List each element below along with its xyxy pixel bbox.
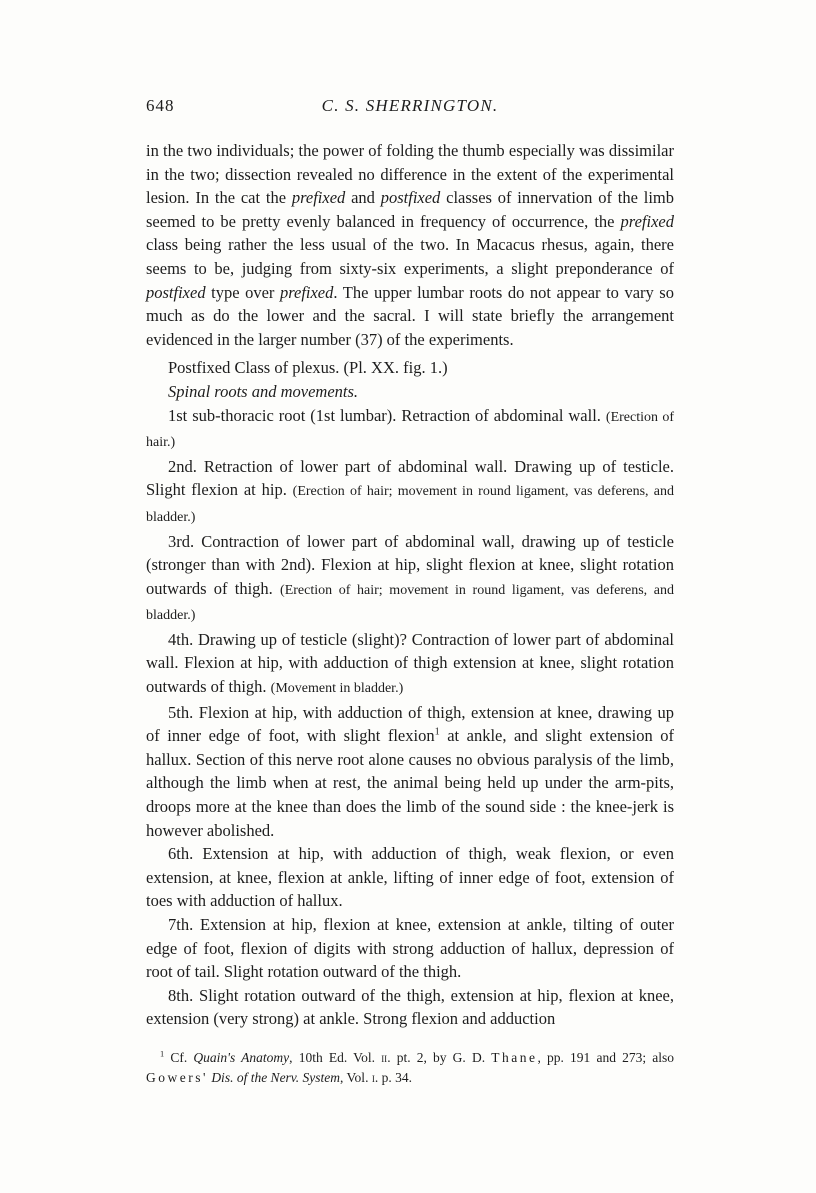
text-run: 4th. Drawing up of testicle (slight)? Contraction of lower part of abdominal wall. Flexion at hip, with adduction of thigh extension at knee, slight rotation outwards of thigh.: [146, 629, 674, 697]
paragraph: [146, 913, 674, 984]
text-run: (Erection of hair.): [146, 409, 674, 451]
footnote-marker: 1: [160, 1049, 165, 1059]
running-header: [146, 96, 674, 117]
text-column: [146, 96, 674, 1089]
text-run: postfixed: [380, 188, 441, 208]
paragraph: [146, 701, 674, 843]
paragraph: [146, 530, 674, 628]
text-run: , Vol.: [340, 1070, 372, 1086]
text-run: . pt. 2, by G. D.: [387, 1049, 492, 1065]
text-run: and: [345, 188, 381, 208]
body-text: [146, 139, 674, 1031]
text-run: 6th. Extension at hip, with adduction of thigh, weak flexion, or even extension, at knee, flexion at ankle, lifting of inner edge of foot, extension of toes with adduction of hallux.: [146, 844, 674, 911]
text-run: Gowers': [146, 1070, 208, 1086]
text-run: ii: [381, 1049, 388, 1065]
text-run: (Erection of hair; movement in round ligament, vas deferens, and bladder.): [146, 484, 674, 525]
paragraph: [146, 842, 674, 913]
paragraph: [146, 380, 674, 404]
text-run: prefixed: [291, 188, 346, 208]
text-run: Postfixed Class of plexus. (Pl. XX. fig. 1.): [168, 358, 448, 378]
paragraph: [146, 455, 674, 530]
text-run: (Erection of hair; movement in round ligament, vas deferens, and bladder.): [146, 582, 674, 624]
text-run: (Movement in bladder.): [270, 681, 404, 697]
text-run: prefixed: [620, 211, 674, 231]
text-run: Cf.: [164, 1049, 194, 1065]
paragraph: [146, 628, 674, 701]
text-run: postfixed: [146, 282, 206, 302]
text-run: 3rd. Contraction of lower part of abdominal wall, drawing up of testicle (stronger than with 2nd). Flexion at hip, slight flexion at knee, slight rotation outwards of thigh.: [146, 531, 674, 598]
text-run: Dis. of the Nerv. System: [211, 1070, 341, 1086]
text-run: type over: [205, 282, 280, 302]
footnote: [146, 1048, 674, 1089]
text-run: , 10th Ed. Vol.: [289, 1049, 382, 1065]
text-run: Spinal roots and movements.: [168, 381, 359, 401]
running-head: C. S. SHERRINGTON.: [321, 96, 499, 115]
text-run: . The upper lumbar roots do not appear to vary so much as do the lower and the sacral. I will state briefly the arrangement evidenced in the larger number (37) of the experiments.: [146, 282, 674, 349]
text-run: at ankle, and slight extension of hallux. Section of this nerve root alone causes no obvious paralysis of the limb, although the limb when at rest, the animal being held up under the arm-pits, droops more at the knee than does the limb of the sound side : the knee-jerk is however abolished.: [146, 726, 674, 840]
paragraph: [146, 356, 674, 380]
text-run: 2nd. Retraction of lower part of abdominal wall. Drawing up of testicle. Slight flexion at hip.: [146, 456, 674, 500]
text-run: 1st sub-thoracic root (1st lumbar). Retraction of abdominal wall.: [168, 405, 606, 425]
paragraph: [146, 404, 674, 455]
text-run: , pp. 191 and 273; also: [537, 1049, 675, 1065]
text-run: . p. 34.: [374, 1070, 412, 1086]
paragraph: [146, 139, 674, 351]
footnote-text: [146, 1050, 674, 1086]
text-run: in the two individuals; the power of folding the thumb especially was dissimilar in the two; dissection revealed no difference in the extent of the experimental lesion. In the cat the: [146, 141, 674, 208]
text-run: Quain's Anatomy: [193, 1049, 290, 1065]
text-run: class being rather the less usual of the two. In Macacus rhesus, again, there seems to be, judging from sixty-six experiments, a slight preponderance of: [146, 235, 674, 278]
paragraph: [146, 984, 674, 1031]
text-run: 7th. Extension at hip, flexion at knee, extension at ankle, tilting of outer edge of foot, flexion of digits with strong adduction of hallux, depression of root of tail. Slight rotation outward of the thigh.: [146, 915, 674, 982]
text-run: i: [371, 1070, 375, 1086]
text-run: 5th. Flexion at hip, with adduction of thigh, extension at knee, drawing up of inner edge of foot, with slight flexion: [146, 702, 674, 746]
footnote-marker: 1: [434, 726, 440, 738]
text-run: Thane: [491, 1049, 538, 1065]
text-run: 8th. Slight rotation outward of the thigh, extension at hip, flexion at knee, extension (very strong) at ankle. Strong flexion and adduction: [146, 985, 674, 1029]
page-number: 648: [146, 96, 175, 115]
text-run: classes of innervation of the limb seemed to be pretty evenly balanced in frequency of occurrence, the: [146, 188, 674, 231]
text-run: prefixed: [279, 282, 334, 302]
